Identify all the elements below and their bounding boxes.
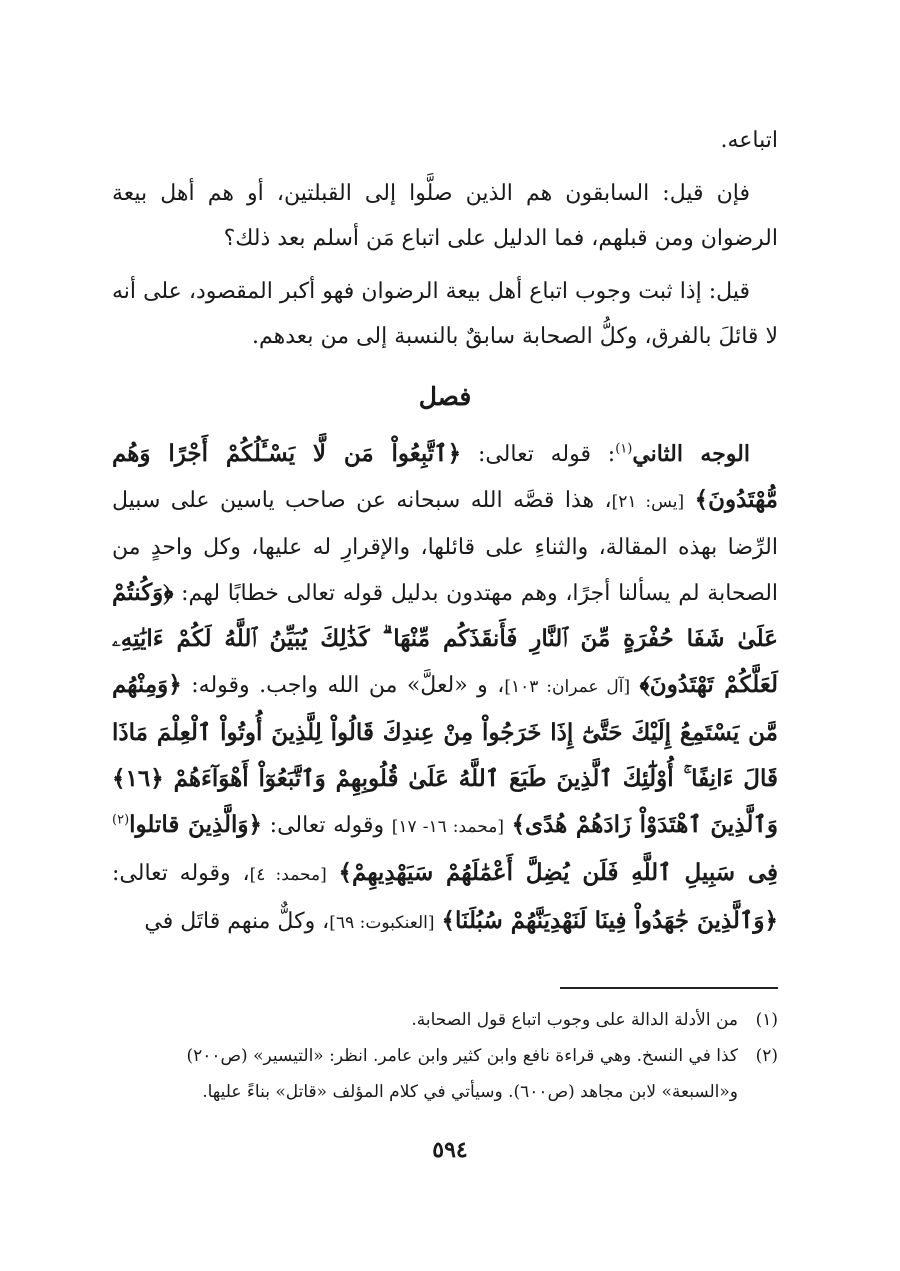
intro-text: : قوله تعالى: (477, 442, 616, 467)
commentary-4: ، وقوله تعالى: (112, 861, 250, 886)
verse-ref-muhammad-4: [محمد: ٤] (249, 865, 327, 885)
footnote-divider (560, 987, 778, 989)
quran-verse-muhammad-16-17: ﴿وَمِنْهُم مَّن يَسْتَمِعُ إِلَيْكَ حَتَّىٰٓ إِذَا خَرَجُواْ مِنْ عِندِكَ قَالُواْ لِلَّذِينَ أُوتُواْ ٱلْعِلْمَ مَاذَا قَالَ ءَانِفًا ۚ أُوْلَٰٓئِكَ ٱلَّذِينَ طَبَعَ ٱللَّهُ عَلَىٰ قُلُوبِهِمْ وَٱتَّبَعُوٓاْ أَهْوَآءَهُمْ ﴿١٦﴾ وَٱلَّذِينَ ٱهْتَدَوْاْ زَادَهُمْ هُدًى﴾ (112, 671, 779, 838)
quran-verse-muhammad-4-start: ﴿وَالَّذِينَ قاتلوا (129, 811, 263, 838)
footnote-number: (٢) (755, 1046, 778, 1066)
second-aspect-heading: الوجه الثاني (632, 441, 750, 467)
footnote-marker-2: (٢) (112, 812, 130, 828)
footnotes (112, 1002, 778, 1110)
footnote-1 (112, 1002, 778, 1038)
footnote-2-continued: و«السبعة» لابن مجاهد (ص٦٠٠). وسيأتي في كلام المؤلف «قاتل» بناءً عليها. (202, 1082, 738, 1102)
verse-ref-ankabut: [العنكبوت: ٦٩] (329, 913, 435, 933)
footnote-text: كذا في النسخ. وهي قراءة نافع وابن كثير وابن عامر. انظر: «التيسير» (ص٢٠٠) (186, 1046, 738, 1066)
footnote-text: من الأدلة الدالة على وجوب اتباع قول الصحابة. (411, 1010, 738, 1030)
footnote-number: (١) (755, 1010, 778, 1030)
section-title: فصل (418, 382, 472, 411)
quran-verse-al-imran: ﴿وَكُنتُمْ عَلَىٰ شَفَا حُفْرَةٍ مِّنَ ٱلنَّارِ فَأَنقَذَكُم مِّنْهَا ۗ كَذَٰلِكَ يُبَيِّنُ ٱللَّهُ لَكُمْ ءَايَٰتِهِۦ لَعَلَّكُمْ تَهْتَدُونَ﴾ (112, 579, 779, 698)
commentary-3: وقوله تعالى: (269, 813, 392, 838)
paragraph-3: قيل: إذا ثبت وجوب اتباع أهل بيعة الرضوان فهو أكبر المقصود، على أنه لا قائلَ بالفرق، وكلُّ الصحابة سابقٌ بالنسبة إلى من بعدهم. (112, 279, 778, 349)
paragraph-2: فإن قيل: السابقون هم الذين صلَّوا إلى القبلتين، أو هم أهل بيعة الرضوان ومن قبلهم، فما الدليل على اتباع مَن أسلم بعد ذلك؟ (112, 181, 778, 251)
commentary-1: ، هذا قصَّه الله سبحانه عن صاحب ياسين على سبيل الرِّضا بهذه المقالة، والثناءِ على قائلها، والإقرارِ له عليها، وكل واحدٍ من الصحابة لم يسألنا أجرًا، وهم مهتدون بدليل قوله تعالى خطابًا لهم: (112, 488, 779, 606)
main-text (112, 118, 778, 954)
quran-verse-muhammad-4-end: فِى سَبِيلِ ٱللَّهِ فَلَن يُضِلَّ أَعْمَٰلَهُمْ سَيَهْدِيهِمْ﴾ (338, 859, 778, 886)
paragraph-1: اتباعه. (720, 128, 778, 153)
verse-ref-yasin: [يس: ٢١] (611, 492, 685, 512)
quran-verse-yasin: ﴿ٱتَّبِعُواْ مَن لَّا يَسْـَٔلُكُمْ أَجْرًا وَهُم مُّهْتَدُونَ﴾ (112, 440, 779, 513)
page-number: ٥٩٤ (432, 1137, 468, 1163)
footnote-marker-1: (١) (615, 441, 633, 457)
footnote-2 (112, 1038, 778, 1074)
verse-ref-muhammad-16-17: [محمد: ١٦- ١٧] (391, 817, 504, 837)
quran-verse-ankabut: ﴿وَٱلَّذِينَ جَٰهَدُواْ فِينَا لَنَهْدِيَنَّهُمْ سُبُلَنَا﴾ (441, 907, 778, 934)
commentary-2: ، و «لعلَّ» من الله واجب. وقوله: (191, 673, 505, 698)
paragraph-4 (112, 431, 778, 946)
commentary-5: ، وكلٌّ منهم قاتَل في (144, 909, 330, 934)
verse-ref-al-imran: [آل عمران: ١٠٣] (504, 677, 631, 697)
